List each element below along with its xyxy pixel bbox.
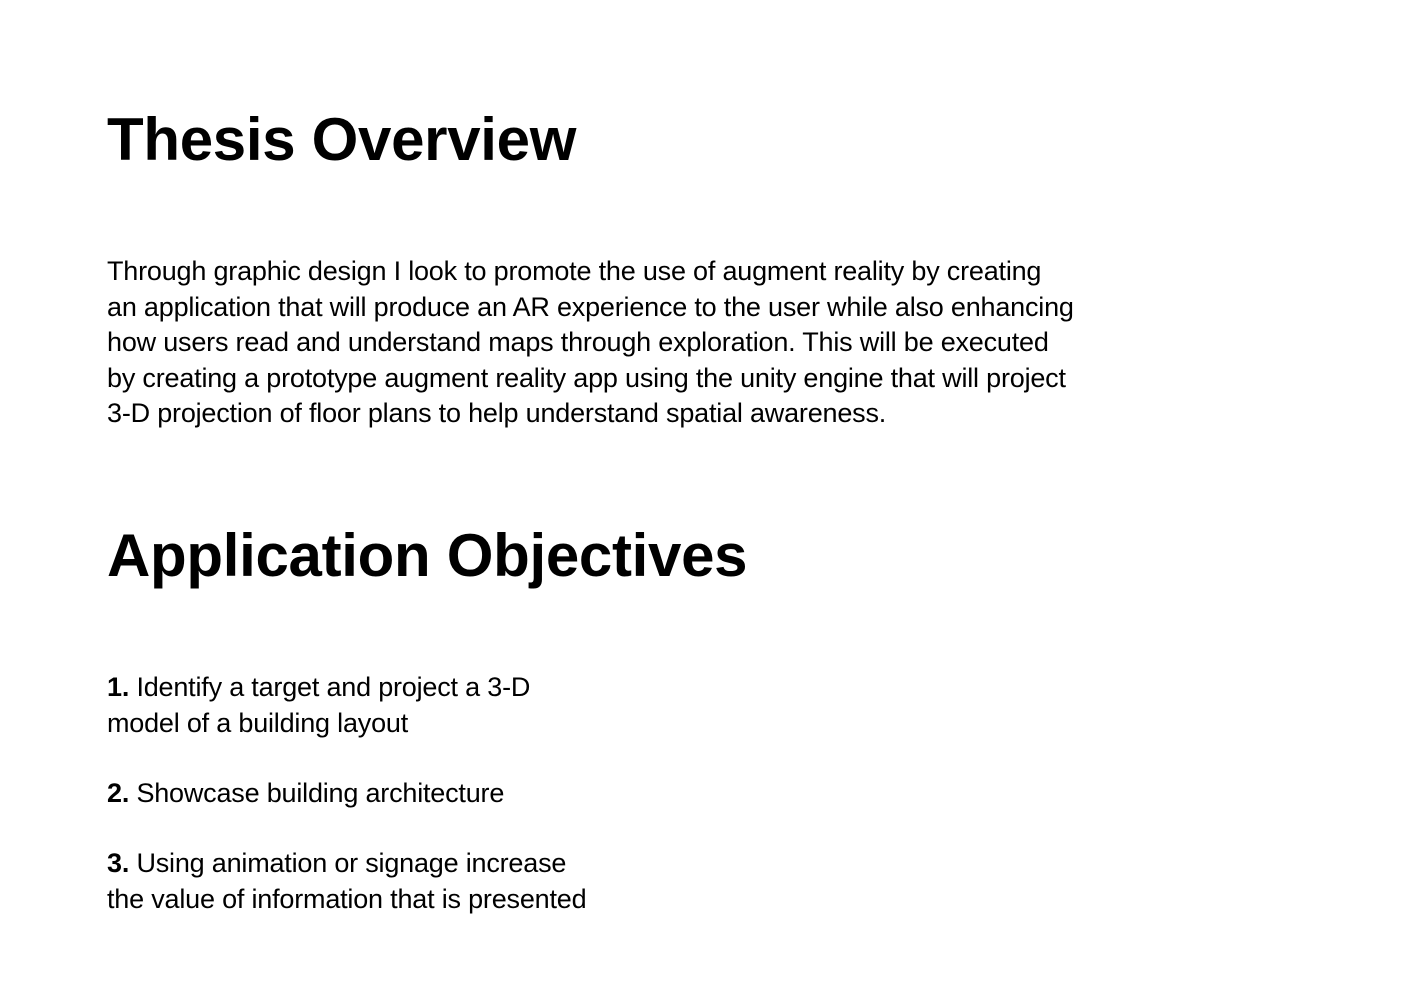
paragraph-line: 3-D projection of floor plans to help understand spatial awareness. xyxy=(107,398,887,428)
objective-number: 1. xyxy=(107,672,130,702)
objective-text: Identify a target and project a 3-D xyxy=(136,672,531,702)
objective-item-1 xyxy=(107,670,530,741)
objective-line xyxy=(107,776,504,812)
paragraph-line: Through graphic design I look to promote the use of augment reality by creating xyxy=(107,256,1042,286)
application-objectives-heading: Application Objectives xyxy=(107,522,748,589)
objective-item-2 xyxy=(107,776,504,812)
objective-line: model of a building layout xyxy=(107,707,409,738)
objective-text: Showcase building architecture xyxy=(136,778,505,808)
paragraph-line: how users read and understand maps through exploration. This will be executed xyxy=(107,327,1049,357)
paragraph-line: by creating a prototype augment reality app using the unity engine that will project xyxy=(107,362,1066,393)
objective-number: 2. xyxy=(107,778,130,808)
objective-line xyxy=(107,846,586,882)
thesis-overview-heading: Thesis Overview xyxy=(107,106,577,173)
objective-number: 3. xyxy=(107,848,130,878)
objective-item-3 xyxy=(107,846,586,917)
thesis-overview-paragraph xyxy=(107,254,1074,432)
objective-text: Using animation or signage increase xyxy=(136,848,567,878)
paragraph-line: an application that will produce an AR experience to the user while also enhancing xyxy=(107,291,1074,322)
objective-line xyxy=(107,670,530,706)
objective-line: the value of information that is presented xyxy=(107,883,587,914)
